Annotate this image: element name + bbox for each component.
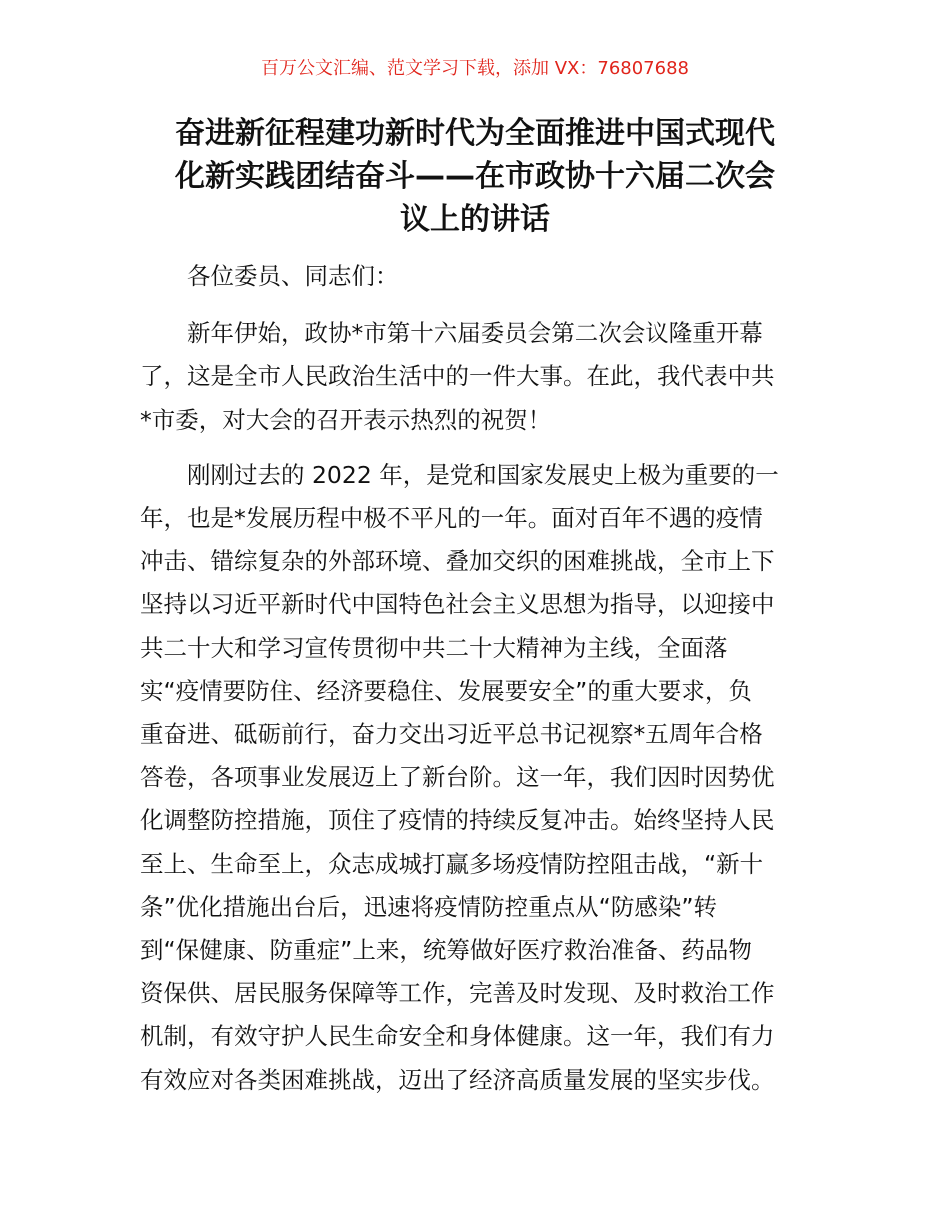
paragraph-opening bbox=[140, 312, 812, 442]
text-line: 条”优化措施出台后，迅速将疫情防控重点从“防感染”转 bbox=[140, 892, 718, 921]
text-line: 到“保健康、防重症”上来，统筹做好医疗救治准备、药品物 bbox=[140, 936, 752, 965]
text-line: 刚刚过去的 2022 年，是党和国家发展史上极为重要的一 bbox=[140, 460, 779, 489]
text-line: 有效应对各类困难挑战，迈出了经济高质量发展的坚实步伐。 bbox=[140, 1065, 775, 1094]
text-line: 至上、生命至上，众志成城打赢多场疫情防控阻击战，“新十 bbox=[140, 849, 764, 878]
text-line: 化调整防控措施，顶住了疫情的持续反复冲击。始终坚持人民 bbox=[140, 806, 775, 835]
title-line: 奋进新征程建功新时代为全面推进中国式现代 bbox=[175, 116, 775, 151]
promo-banner: 百万公文汇编、范文学习下载，添加 VX：76807688 bbox=[261, 58, 689, 79]
salutation bbox=[140, 255, 812, 298]
text-line: 资保供、居民服务保障等工作，完善及时发现、及时救治工作 bbox=[140, 979, 775, 1008]
text-line: 年，也是*发展历程中极不平凡的一年。面对百年不遇的疫情 bbox=[140, 504, 763, 533]
paragraph-review bbox=[140, 454, 812, 1102]
text-line: 机制，有效守护人民生命安全和身体健康。这一年，我们有力 bbox=[140, 1022, 775, 1051]
text-line: 重奋进、砥砺前行，奋力交出习近平总书记视察*五周年合格 bbox=[140, 720, 763, 749]
text-line: 冲击、错综复杂的外部环境、叠加交织的困难挑战，全市上下 bbox=[140, 547, 775, 576]
text-line: 了，这是全市人民政治生活中的一件大事。在此，我代表中共 bbox=[140, 362, 775, 391]
document-title bbox=[140, 112, 810, 241]
document-body bbox=[140, 255, 812, 1114]
text-line: 坚持以习近平新时代中国特色社会主义思想为指导，以迎接中 bbox=[140, 590, 775, 619]
text-line: 答卷，各项事业发展迈上了新台阶。这一年，我们因时因势优 bbox=[140, 763, 775, 792]
text-line: 共二十大和学习宣传贯彻中共二十大精神为主线，全面落 bbox=[140, 633, 728, 662]
title-line: 议上的讲话 bbox=[400, 202, 550, 237]
text-line: 新年伊始，政协*市第十六届委员会第二次会议隆重开幕 bbox=[140, 319, 763, 348]
salutation-line: 各位委员、同志们： bbox=[140, 262, 399, 290]
text-line: 实“疫情要防住、经济要稳住、发展要安全”的重大要求，负 bbox=[140, 676, 752, 705]
text-line: *市委，对大会的召开表示热烈的祝贺！ bbox=[140, 405, 552, 434]
title-line: 化新实践团结奋斗——在市政协十六届二次会 bbox=[175, 159, 775, 194]
